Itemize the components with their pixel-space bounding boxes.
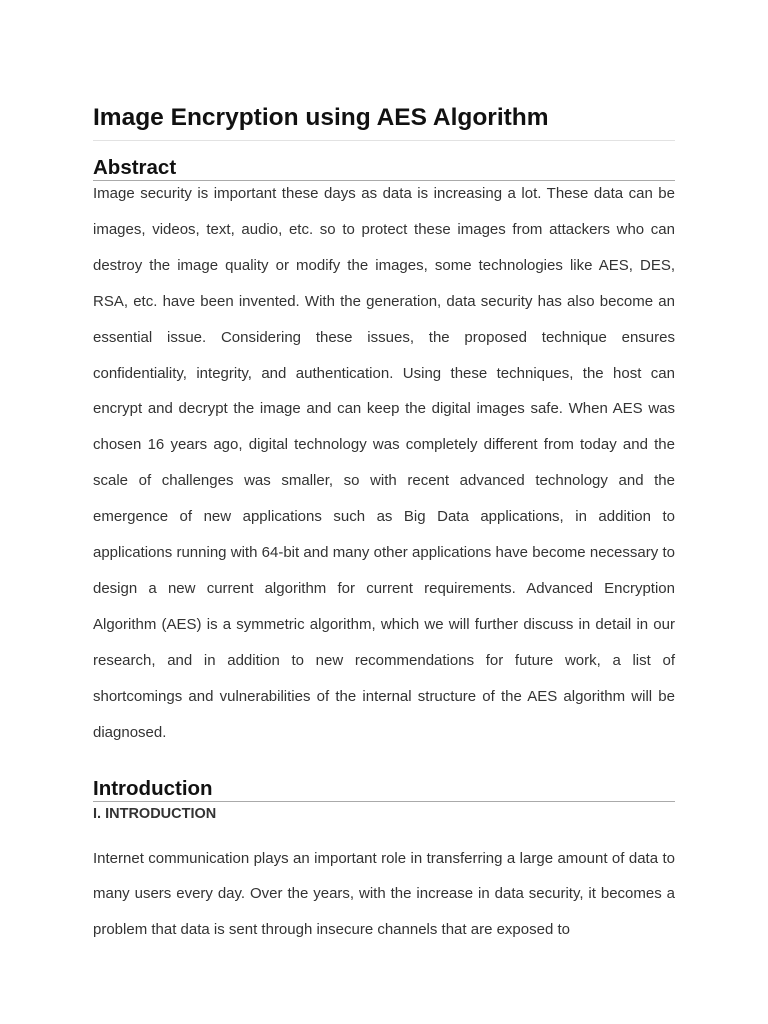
introduction-text: Internet communication plays an important role in transferring a large amount of data to many users every day. Over the years, with the increase in data security, it becomes a problem that data is sent through insecure channels that are exposed to: [93, 849, 675, 939]
abstract-heading: Abstract: [93, 156, 675, 181]
document-page: [93, 100, 675, 948]
introduction-heading: Introduction: [93, 777, 675, 802]
document-title: Image Encryption using AES Algorithm: [93, 100, 675, 141]
abstract-text: Image security is important these days as data is increasing a lot. These data can be images, videos, text, audio, etc. so to protect these images from attackers who can destroy the image quality or modify the images, some technologies like AES, DES, RSA, etc. have been invented. With the generation, data security has also become an essential issue. Considering these issues, the proposed technique ensures confidentiality, integrity, and authentication. Using these techniques, the host can encrypt and decrypt the image and can keep the digital images safe. When AES was chosen 16 years ago, digital technology was completely different from today and the scale of challenges was smaller, so with recent advanced technology and the emergence of new applications such as Big Data applications, in addition to applications running with 64-bit and many other applications have become necessary to design a new current algorithm for current requirements. Advanced Encryption Algorithm (AES) is a symmetric algorithm, which we will further discuss in detail in our research, and in addition to new recommendations for future work, a list of shortcomings and vulnerabilities of the internal structure of the AES algorithm will be diagnosed.: [93, 185, 675, 741]
introduction-subheading: I. INTRODUCTION: [93, 805, 217, 822]
